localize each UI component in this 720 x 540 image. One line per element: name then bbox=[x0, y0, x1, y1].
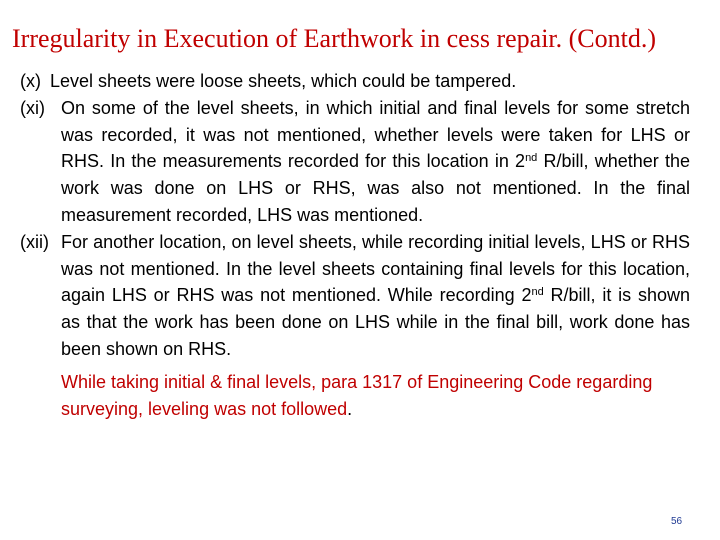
list-item-text: For another location, on level sheets, while recording initial levels, LHS or RHS was not mentioned. In the level sheets containing final levels for this location, again LHS or RHS was not mentioned. While recording 2 bbox=[61, 231, 690, 306]
list-item-xi bbox=[20, 95, 690, 229]
list-item-body bbox=[61, 95, 690, 229]
list-item-text: On some of the level sheets, in which initial and final levels for some stretch was recorded, it was not mentioned, whether levels were taken for LHS or RHS. In the measurements recorded for this location in 2 bbox=[61, 97, 690, 172]
list-item-body bbox=[20, 68, 690, 95]
slide-title: Irregularity in Execution of Earthwork in cess repair. (Contd.) bbox=[12, 24, 657, 53]
list-item-text: R/bill, whether the work was done on LHS or RHS, was also not mentioned. In the final measurement recorded, LHS was mentioned. bbox=[61, 151, 690, 225]
list-marker: (xii) bbox=[20, 231, 49, 252]
note-period: . bbox=[347, 398, 353, 419]
superscript: nd bbox=[531, 286, 544, 299]
list-item-x bbox=[20, 68, 690, 95]
list-item-text: Level sheets were loose sheets, which could be tampered. bbox=[50, 71, 517, 91]
list-item-body bbox=[61, 229, 690, 363]
page-number: 56 bbox=[671, 516, 683, 527]
observation-note bbox=[20, 369, 690, 423]
list-marker: (xi) bbox=[20, 97, 45, 118]
list-item-text: R/bill, it is shown as that the work has been done on LHS while in the final bill, work done has been shown on RHS. bbox=[61, 285, 690, 359]
list-item-xii bbox=[20, 229, 690, 363]
list-marker: (x) bbox=[20, 71, 41, 91]
content-body bbox=[20, 68, 690, 422]
note-text: While taking initial & final levels, para 1317 of Engineering Code regarding surveying, leveling was not followed bbox=[61, 371, 653, 419]
superscript: nd bbox=[525, 152, 538, 165]
